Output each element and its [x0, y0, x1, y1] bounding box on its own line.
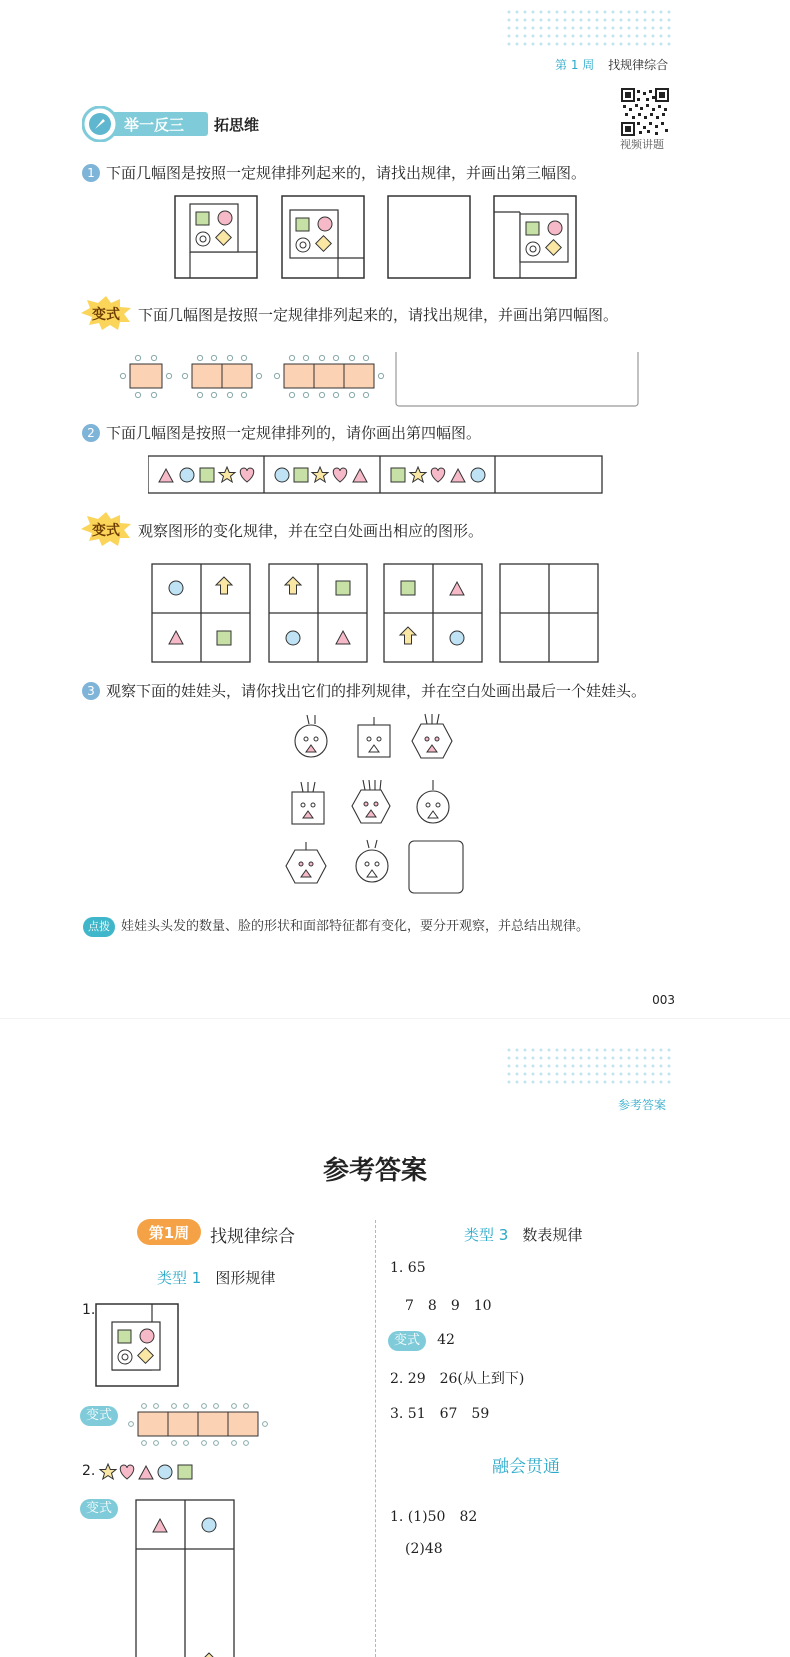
- page-header: [555, 56, 668, 73]
- q3-blank-box: [409, 841, 463, 893]
- v2-figures: [150, 562, 602, 666]
- question-text: 下面几幅图是按照一定规律排列的，请你画出第四幅图。: [106, 424, 482, 442]
- question-number: 2: [82, 424, 100, 442]
- answer-bianshi-1: 变式: [80, 1404, 118, 1426]
- q1-figures: [170, 192, 590, 284]
- r-answer-1: 1. 65: [390, 1260, 426, 1276]
- q1-figure-2: [282, 196, 364, 278]
- page-number: 003: [652, 993, 675, 1007]
- page-divider: [0, 1018, 790, 1019]
- type1-heading: 类型 1 图形规律: [157, 1269, 276, 1287]
- banner-graphic: [82, 106, 342, 142]
- answer-header-label: 参考答案: [618, 1098, 667, 1112]
- banner-title: 拓思维: [214, 116, 260, 134]
- question-1: [82, 162, 586, 183]
- rhht-heading: 融会贯通: [492, 1457, 560, 1477]
- answer-bianshi-2-figure: [134, 1498, 236, 1657]
- question-2: [82, 422, 481, 443]
- question-text: 下面几幅图是按照一定规律排列起来的，请找出规律，并画出第三幅图。: [106, 164, 587, 182]
- variant-text: 观察图形的变化规律，并在空白处画出相应的图形。: [138, 522, 484, 540]
- answer-title: 参考答案: [322, 1156, 427, 1186]
- answer-header-dots: [505, 1046, 673, 1086]
- variant-2: [138, 520, 483, 541]
- r-answer-3: 3. 51 67 59: [390, 1406, 490, 1422]
- answer-bianshi-1-figure: [126, 1400, 272, 1450]
- week-label: 第 1 周: [555, 58, 595, 72]
- tip-note: [83, 915, 589, 937]
- r-answer-2: 2. 29 26(从上到下): [390, 1371, 525, 1387]
- r-rhht-2: (2)48: [405, 1541, 443, 1557]
- answer-1-figure: [92, 1300, 184, 1390]
- header-dots: [505, 8, 673, 48]
- answer-2-label: 2.: [82, 1463, 96, 1479]
- banner-tag: 举一反三: [124, 116, 185, 134]
- week-title: 找规律综合: [210, 1227, 295, 1247]
- bianshi-tag-2: 变式: [92, 523, 120, 539]
- answer-bianshi-2: 变式: [80, 1497, 118, 1519]
- section-banner: [82, 106, 342, 142]
- r-rhht-1: 1. (1)50 82: [390, 1509, 478, 1525]
- variant-1: [138, 304, 618, 325]
- v1-figures: [118, 352, 648, 412]
- tip-tag: 点拨: [83, 917, 115, 937]
- week-badge: 第1周: [137, 1219, 201, 1245]
- q3-doll-heads: [282, 710, 472, 900]
- question-text: 观察下面的娃娃头，请你找出它们的排列规律，并在空白处画出最后一个娃娃头。: [106, 682, 647, 700]
- question-3: [82, 680, 646, 701]
- answer-1-label: 1.: [82, 1302, 96, 1318]
- qr-caption: 视频讲题: [620, 138, 664, 151]
- qr-icon: [621, 88, 669, 136]
- variant-text: 下面几幅图是按照一定规律排列起来的，请找出规律，并画出第四幅图。: [138, 306, 619, 324]
- question-number: 1: [82, 164, 100, 182]
- answer-2-shapes: [98, 1460, 202, 1484]
- r-answer-bianshi: 变式 42: [388, 1329, 455, 1351]
- q1-figure-1: [175, 196, 257, 278]
- v1-blank-box: [396, 352, 638, 406]
- type3-heading: 类型 3 数表规律: [464, 1226, 583, 1244]
- q2-figures: [148, 455, 608, 497]
- topic-label: 找规律综合: [608, 58, 669, 72]
- r-answer-1b: 7 8 9 10: [405, 1298, 492, 1314]
- q1-figure-4: [494, 196, 576, 278]
- column-divider: [375, 1220, 376, 1657]
- bianshi-tag-1: 变式: [92, 307, 120, 323]
- question-number: 3: [82, 682, 100, 700]
- qr-code[interactable]: [621, 88, 669, 136]
- tip-text: 娃娃头头发的数量、脸的形状和面部特征都有变化，要分开观察，并总结出规律。: [121, 919, 590, 934]
- q1-blank-figure: [388, 196, 470, 278]
